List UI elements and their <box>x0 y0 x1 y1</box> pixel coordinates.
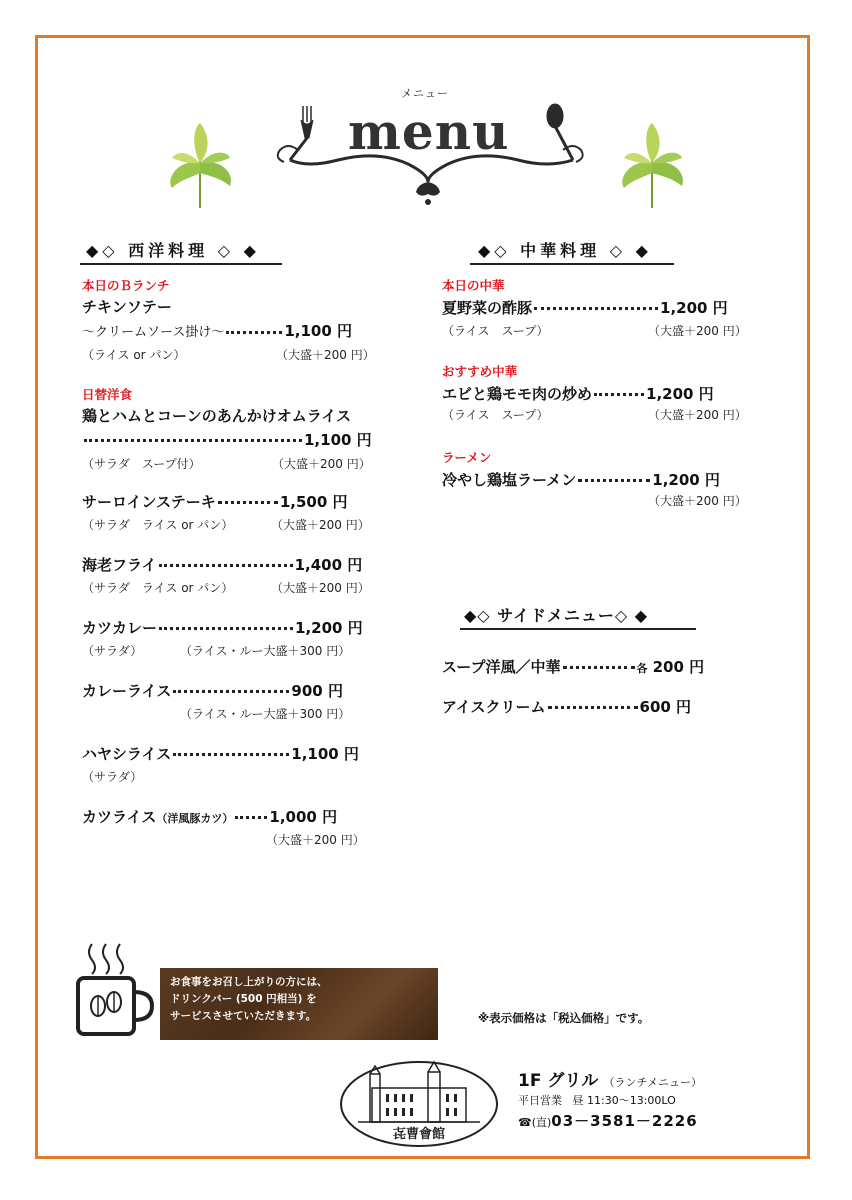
dish-price: 1,200 円 <box>660 299 728 317</box>
dish-line <box>82 491 347 512</box>
large-note: （大盛＋200 円） <box>648 324 747 338</box>
dish-line <box>82 680 343 701</box>
dish-note: （サラダ スープ付） <box>82 457 201 471</box>
dish-price: 1,500 円 <box>279 493 348 511</box>
large-note: （大盛＋200 円） <box>272 457 371 471</box>
dish-note: （ライス or パン） <box>82 348 186 362</box>
dish-name: カツライス <box>82 808 157 826</box>
side-underline <box>460 628 696 630</box>
business-hours <box>518 1092 676 1108</box>
dish-name: チキンソテー <box>82 298 172 316</box>
fork-icon <box>290 106 313 160</box>
leader-dots <box>548 706 638 709</box>
price-prefix: 各 <box>636 662 648 675</box>
dish-line <box>442 297 728 318</box>
dish-price: 1,200 円 <box>646 385 714 403</box>
dish-name: エビと鶏モモ肉の炒め <box>442 385 593 403</box>
hours-time: 昼 11:30～13:00LO <box>572 1094 676 1107</box>
category-b-lunch: 本日のＢランチ <box>82 278 170 293</box>
large-note: （ライス・ルー大盛＋300 円） <box>180 644 351 658</box>
leader-dots <box>594 393 644 396</box>
dish-line <box>82 743 359 764</box>
chinese-underline <box>470 263 674 265</box>
dish-price: 600 円 <box>639 698 692 716</box>
grill-title: 1F グリル <box>518 1071 599 1091</box>
leader-dots <box>173 690 289 693</box>
dish-note: （サラダ） <box>82 644 143 658</box>
notice-line: お食事をお召し上がりの方には、 <box>170 976 328 988</box>
western-underline <box>80 263 282 265</box>
dish-price: 1,200 円 <box>295 619 363 637</box>
leader-dots <box>534 307 658 310</box>
large-note: （大盛＋200 円） <box>271 581 370 595</box>
dish-price: 1,100 円 <box>284 322 353 340</box>
logo-text: 㐂曹會館 <box>392 1127 446 1142</box>
dish-price: 1,200 円 <box>652 471 720 489</box>
coffee-cup-icon <box>70 940 158 1040</box>
leader-dots <box>173 753 289 756</box>
dish-price: 1,100 円 <box>304 431 372 449</box>
dish-line <box>442 656 704 677</box>
leader-dots <box>226 331 282 334</box>
dish-note: （サラダ ライス or パン） <box>82 581 234 595</box>
leader-dots <box>235 816 267 819</box>
spoon-icon <box>547 104 573 160</box>
category-ramen: ラーメン <box>442 450 492 465</box>
leaf-right-icon <box>612 118 692 213</box>
leader-dots <box>84 439 302 442</box>
ornament-flourish <box>268 98 588 208</box>
notice-line: ドリンクバー (500 円相当) を <box>170 993 317 1005</box>
dish-name: 夏野菜の酢豚 <box>442 299 533 317</box>
dish-line <box>82 617 363 638</box>
dish-line <box>82 554 362 575</box>
drink-bar-notice <box>160 968 438 1040</box>
dish-name: アイスクリーム <box>442 698 546 716</box>
dish-price: 1,400 円 <box>294 556 363 574</box>
phone-number: 03－3581－2226 <box>551 1112 698 1130</box>
leader-dots <box>159 627 293 630</box>
dish-note: （サラダ） <box>82 770 143 784</box>
notice-line: サービスさせていただきます。 <box>170 1010 317 1022</box>
side-heading: ◆◇ サイドメニュー◇ ◆ <box>464 606 649 625</box>
large-note: （大盛＋200 円） <box>276 348 375 362</box>
dish-note: （ライス スープ） <box>442 408 549 422</box>
dish-price: 200 円 <box>652 658 705 676</box>
dish-name: 冷やし鶏塩ラーメン <box>442 471 577 489</box>
large-note: （大盛＋200 円） <box>266 833 365 847</box>
western-heading: ◆◇ 西洋料理 ◇ ◆ <box>86 241 260 260</box>
hours-label: 平日営業 <box>518 1094 562 1107</box>
dish-name: カツカレー <box>82 619 158 637</box>
dish-name: 海老フライ <box>82 556 157 574</box>
leaf-left-icon <box>160 118 240 213</box>
leader-dots <box>578 479 650 482</box>
dish-line <box>82 806 337 827</box>
leader-dots <box>218 501 278 504</box>
menu-kana: メニュー <box>401 87 449 100</box>
category-chinese-today: 本日の中華 <box>442 278 505 293</box>
grill-title-line <box>518 1066 702 1091</box>
dish-note: （サラダ ライス or パン） <box>82 518 234 532</box>
dish-line <box>442 383 714 404</box>
dish-name: スープ洋風／中華 <box>442 658 561 676</box>
leader-dots <box>159 564 293 567</box>
phone-line <box>518 1110 698 1131</box>
menu-title: menu <box>348 102 510 161</box>
dish-note: （ライス スープ） <box>442 324 549 338</box>
dish-line <box>442 469 720 490</box>
dish-name: カレーライス <box>82 682 172 700</box>
category-daily: 日替洋食 <box>82 387 133 402</box>
dish-name: 鶏とハムとコーンのあんかけオムライス <box>82 407 352 425</box>
phone-icon: ☎(直) <box>518 1116 552 1129</box>
large-note: （ライス・ルー大盛＋300 円） <box>180 707 351 721</box>
grill-subtitle: （ランチメニュー） <box>603 1076 703 1089</box>
dish-line <box>82 429 372 450</box>
leader-dots <box>563 666 635 669</box>
dish-name-note: （洋風豚カツ） <box>156 812 234 825</box>
tax-note: ※表示価格は「税込価格」です。 <box>478 1011 650 1025</box>
category-recommended: おすすめ中華 <box>442 364 518 379</box>
dish-name: ハヤシライス <box>82 745 172 763</box>
dish-line <box>82 320 352 341</box>
chinese-heading: ◆◇ 中華料理 ◇ ◆ <box>478 241 652 260</box>
building-logo <box>338 1058 500 1150</box>
dish-line <box>442 696 691 717</box>
dish-price: 1,000 円 <box>269 808 338 826</box>
dish-subtitle: ～クリームソース掛け～ <box>82 325 225 340</box>
large-note: （大盛＋200 円） <box>648 408 747 422</box>
large-note: （大盛＋200 円） <box>648 494 747 508</box>
dish-name: サーロインステーキ <box>82 493 216 511</box>
dish-price: 900 円 <box>291 682 343 700</box>
dish-price: 1,100 円 <box>291 745 359 763</box>
large-note: （大盛＋200 円） <box>271 518 370 532</box>
